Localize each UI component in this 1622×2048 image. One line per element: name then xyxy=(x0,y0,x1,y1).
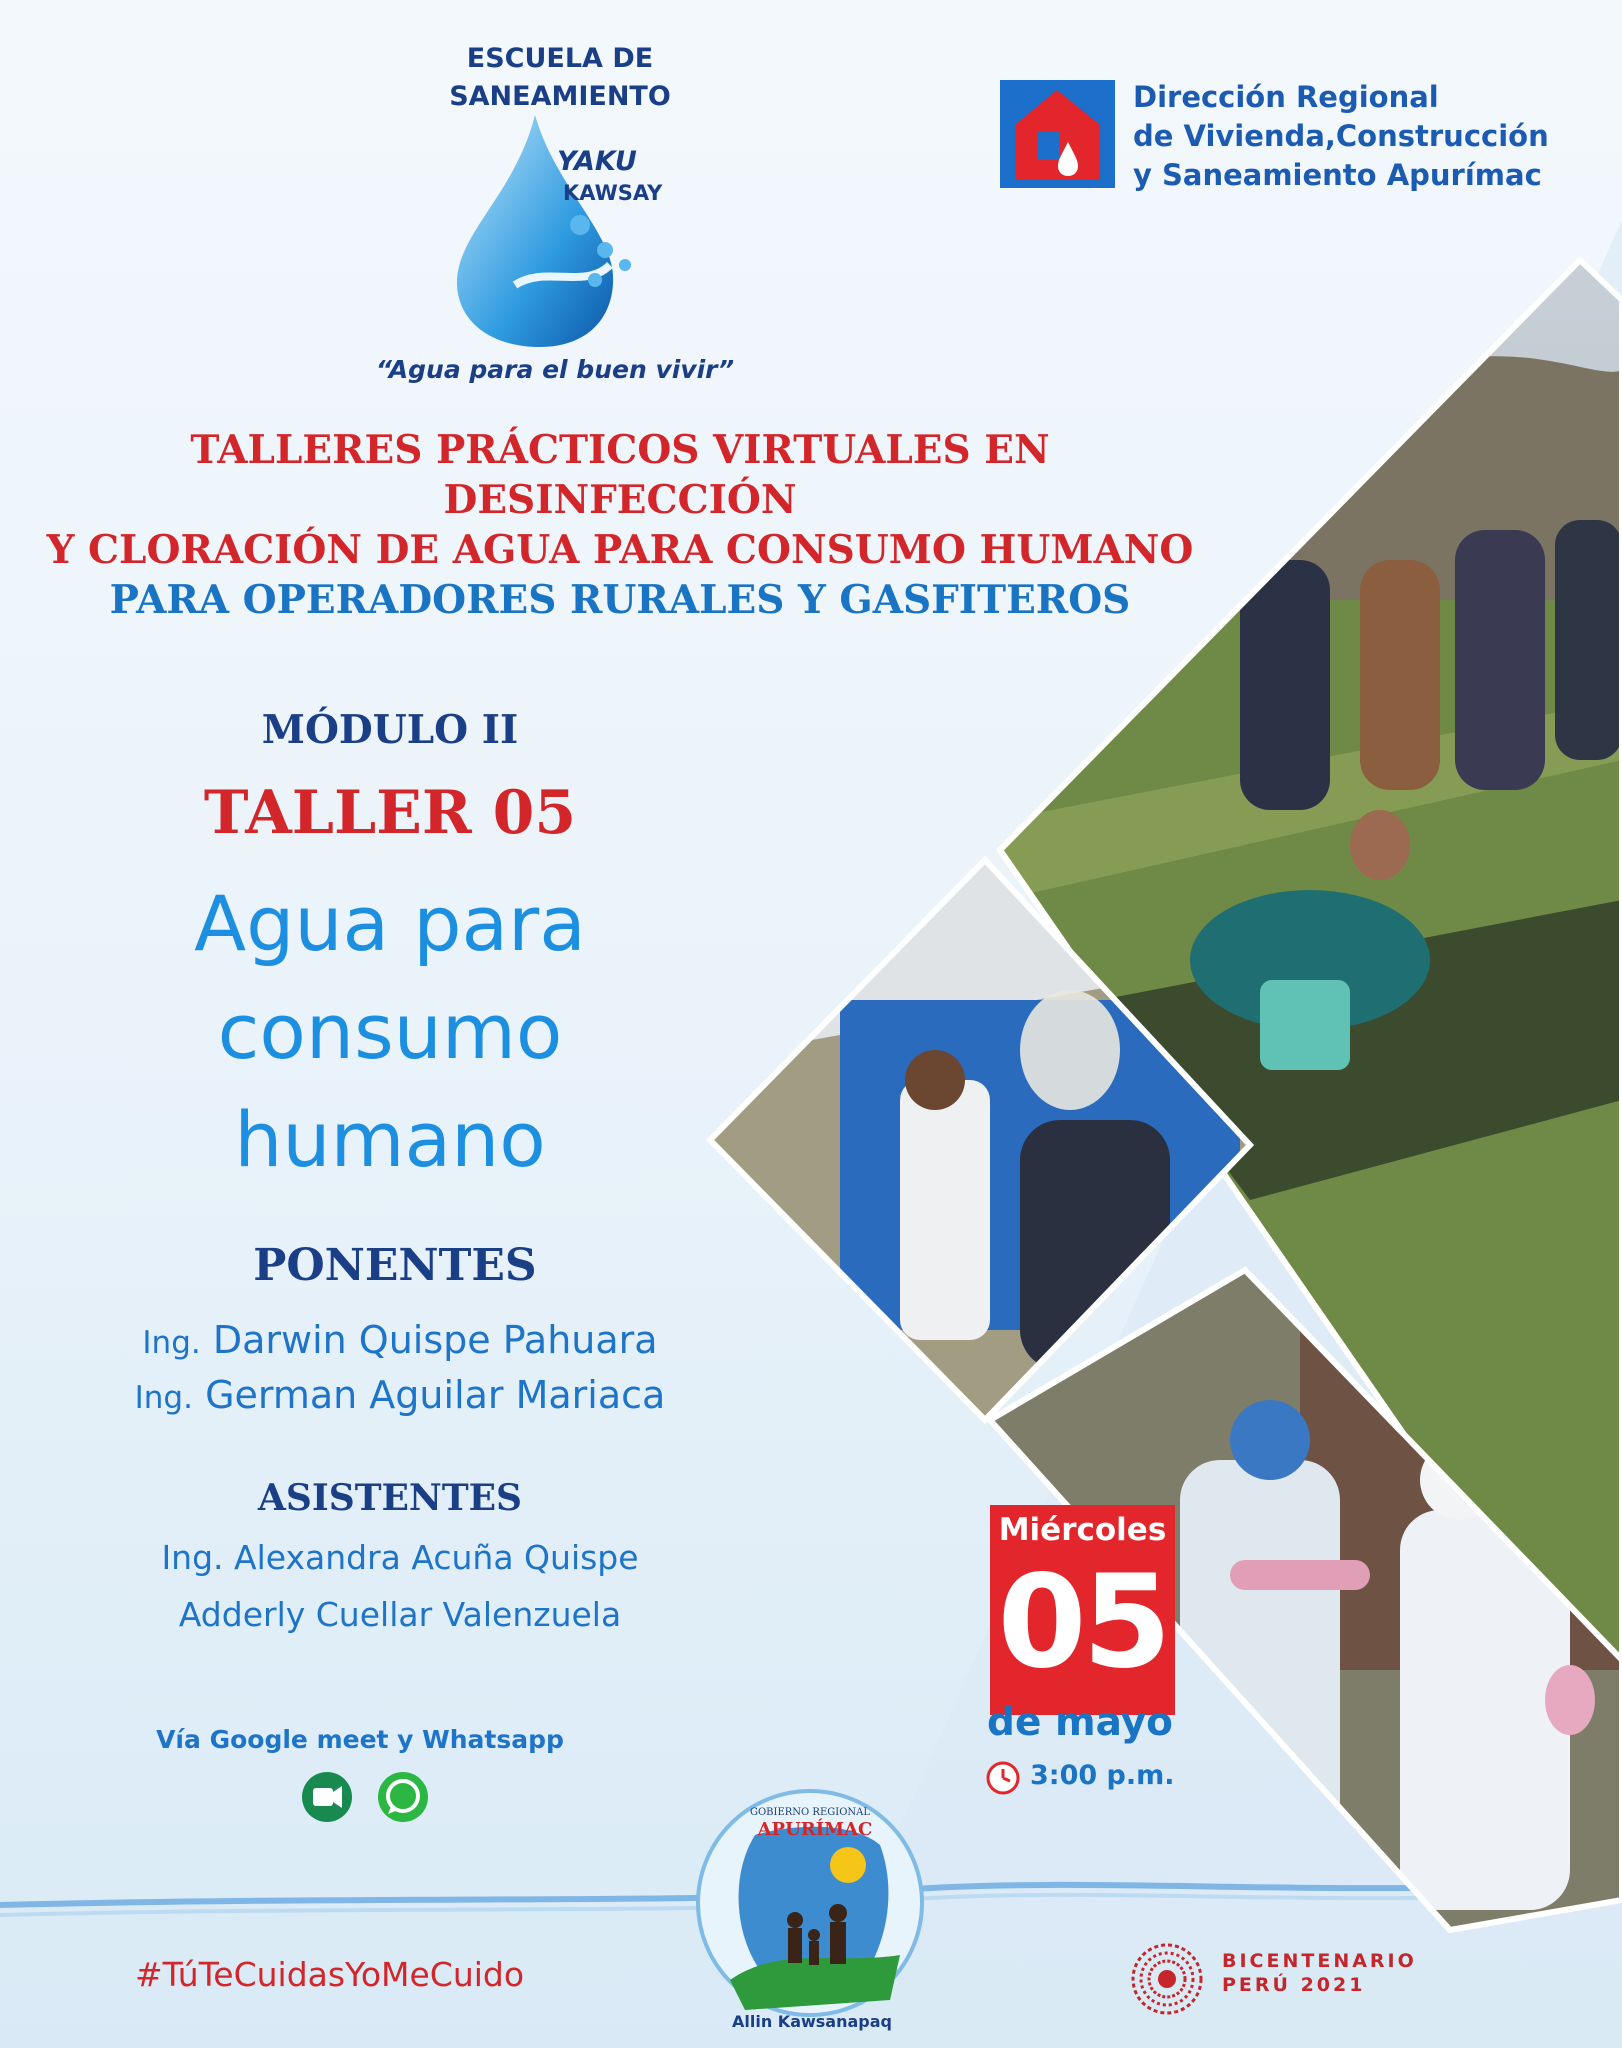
brand-kawsay: KAWSAY xyxy=(563,181,663,205)
speaker-1-name: Darwin Quispe Pahuara xyxy=(212,1318,658,1362)
meeting-app-icons xyxy=(300,1770,430,1824)
institution-name xyxy=(1133,78,1549,195)
platform-info: Vía Google meet y Whatsapp xyxy=(156,1725,564,1754)
workshop-topic xyxy=(90,870,690,1194)
topic-line3: humano xyxy=(234,1095,546,1184)
brand-yaku: YAKU xyxy=(557,146,637,177)
speaker-2 xyxy=(0,1373,800,1417)
school-name xyxy=(390,40,730,116)
workshop-label: TALLER 05 xyxy=(203,778,577,848)
water-drop-logo xyxy=(445,115,675,350)
assistants-heading: ASISTENTES xyxy=(257,1477,523,1519)
campaign-hashtag: #TúTeCuidasYoMeCuido xyxy=(135,1955,525,1994)
institution-line2: de Vivienda,Construcción xyxy=(1133,119,1549,153)
regional-government-logo xyxy=(690,1785,930,2035)
gov-logo-motto: Allin Kawsanapaq xyxy=(732,2012,892,2031)
bicentenario-label xyxy=(1222,1949,1417,1997)
day-name: Miércoles xyxy=(998,1512,1167,1548)
bicentenario-line1: BICENTENARIO xyxy=(1222,1950,1417,1972)
gov-logo-name: APURÍMAC xyxy=(757,1819,873,1840)
event-title-line1: TALLERES PRÁCTICOS VIRTUALES EN DESINFECCIÓN xyxy=(190,427,1050,523)
topic-line1: Agua para xyxy=(194,879,586,968)
housing-directorate-logo xyxy=(1000,80,1115,188)
speaker-1 xyxy=(0,1318,800,1362)
day-number: 05 xyxy=(997,1548,1168,1697)
event-title-line3: PARA OPERADORES RURALES Y GASFITEROS xyxy=(109,577,1131,623)
school-name-line1: ESCUELA DE xyxy=(466,43,654,74)
bicentenario-emblem-icon xyxy=(1128,1940,1206,2018)
gov-logo-top: GOBIERNO REGIONAL xyxy=(749,1807,871,1818)
speakers-heading: PONENTES xyxy=(253,1240,537,1291)
module-label: MÓDULO II xyxy=(261,707,519,753)
speaker-2-prefix: Ing. xyxy=(134,1380,193,1416)
google-meet-icon xyxy=(302,1772,352,1822)
bicentenario-line2: PERÚ 2021 xyxy=(1222,1974,1366,1996)
institution-line3: y Saneamiento Apurímac xyxy=(1133,158,1542,192)
event-title-line2: Y CLORACIÓN DE AGUA PARA CONSUMO HUMANO xyxy=(46,527,1194,573)
event-title xyxy=(40,425,1200,625)
tagline: “Agua para el buen vivir” xyxy=(375,355,735,384)
assistant-2: Adderly Cuellar Valenzuela xyxy=(178,1595,622,1634)
month: de mayo xyxy=(987,1700,1173,1745)
speaker-1-prefix: Ing. xyxy=(142,1325,201,1361)
assistant-1: Ing. Alexandra Acuña Quispe xyxy=(161,1538,639,1577)
clock-icon xyxy=(985,1760,1021,1796)
speaker-2-name: German Aguilar Mariaca xyxy=(205,1373,666,1417)
whatsapp-icon xyxy=(378,1772,428,1822)
event-time: 3:00 p.m. xyxy=(1030,1760,1175,1791)
institution-line1: Dirección Regional xyxy=(1133,80,1439,114)
school-name-line2: SANEAMIENTO xyxy=(449,81,671,112)
topic-line2: consumo xyxy=(217,987,563,1076)
